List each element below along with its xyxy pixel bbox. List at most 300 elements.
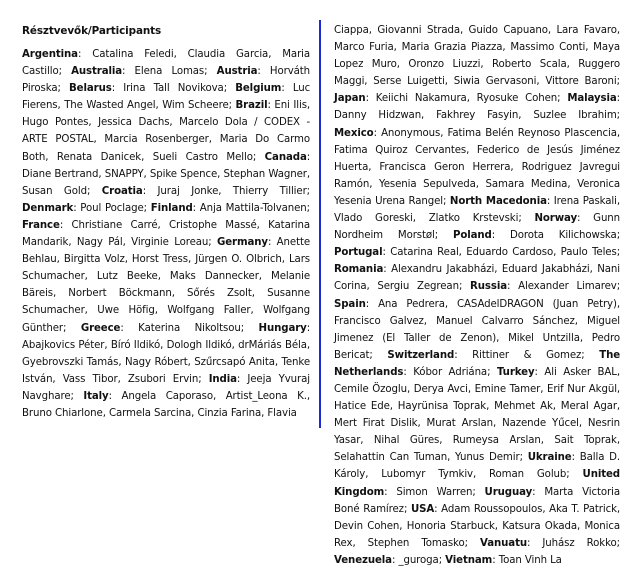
participant-names: Nordheim — [334, 230, 384, 242]
participant-names — [196, 271, 205, 282]
participant-names — [177, 152, 186, 163]
participant-names: Behlau, — [22, 254, 60, 266]
participant-names — [158, 305, 167, 316]
participant-names — [469, 145, 477, 156]
participant-names — [121, 374, 128, 385]
country-name: Kingdom — [334, 486, 385, 498]
participant-names: Baroni — [584, 76, 617, 88]
participant-names: Vittore — [545, 76, 579, 88]
country-name: Finland — [150, 202, 193, 214]
participant-names: Nikoltsou — [194, 322, 241, 334]
participant-names: Piazza, — [471, 42, 506, 54]
participant-names: Suzlee — [533, 110, 567, 122]
participant-names: T. — [571, 503, 580, 515]
participant-names — [373, 333, 382, 344]
participant-names: Murat — [426, 418, 456, 430]
participant-names: Birgitta — [63, 254, 101, 266]
participant-names: Novikova — [177, 83, 224, 95]
participant-names — [539, 145, 547, 156]
participant-names: Tibor, — [92, 373, 121, 385]
participant-names: Volz, — [104, 254, 128, 266]
participant-names: Anita, — [248, 356, 279, 368]
participant-names — [426, 162, 434, 173]
participant-names — [578, 299, 587, 310]
participant-names: Artist_Leona — [225, 390, 288, 402]
country-name: Argentina — [22, 49, 78, 60]
country-name: Switzerland — [387, 349, 455, 361]
participant-names: Diane — [22, 168, 52, 180]
participant-names: Miguel — [587, 315, 621, 327]
country-name: France — [22, 219, 60, 231]
country-name: Vanuatu — [479, 537, 527, 549]
participant-names: Güres, — [409, 435, 443, 447]
participant-names: D. — [609, 452, 620, 464]
participant-names — [383, 230, 398, 241]
participant-names — [260, 220, 268, 231]
participant-names: Avci, — [447, 383, 471, 395]
participant-names: Wolfgang — [167, 305, 215, 317]
participant-names: Maria — [401, 42, 430, 54]
participant-names: Limarev — [576, 281, 617, 293]
participant-names: Melanie — [271, 271, 311, 283]
participant-names: Yunus — [455, 452, 485, 464]
participant-names — [372, 179, 379, 190]
participant-names: Francisca — [379, 161, 427, 173]
participant-names: Zenon), — [460, 332, 500, 344]
participant-names — [570, 59, 578, 70]
participant-names: Cinzia — [197, 407, 228, 419]
participant-names: Grazia — [434, 42, 467, 54]
participant-names — [133, 49, 144, 60]
participant-names: Paulo — [560, 247, 588, 259]
participant-names: Maria — [219, 134, 248, 146]
participant-names: Caporaso, — [165, 390, 217, 402]
participant-names: The — [64, 100, 83, 112]
participant-names — [583, 333, 592, 344]
participant-names: Wim — [162, 100, 185, 112]
participant-names: Vlado — [334, 213, 363, 225]
participant-names: Wolfgang — [263, 305, 311, 317]
participant-names: Susanne — [267, 288, 311, 300]
country-name: USA — [410, 503, 435, 515]
participant-names: Liuzzi, — [452, 59, 484, 71]
participant-names: Cardoso, — [512, 247, 557, 259]
participant-names: / — [254, 117, 258, 129]
participant-names: Akgül, — [588, 383, 621, 395]
participant-names: Toan — [498, 554, 522, 566]
participant-names: Lars — [288, 254, 310, 266]
participant-names: Aka — [549, 503, 568, 515]
participant-names: Nagy — [125, 356, 151, 368]
country-name: Norway — [534, 213, 578, 225]
country-name: Hungary — [258, 322, 307, 334]
participant-names: Carré, — [130, 219, 161, 231]
participant-names: Rosenberger, — [145, 134, 212, 146]
participant-names: Poclage — [104, 202, 144, 214]
participant-names: Francisco — [334, 315, 381, 327]
participant-names: Can — [389, 452, 410, 464]
participant-names: Roussopoulos, — [473, 503, 546, 515]
participant-names: Agar, — [593, 401, 621, 413]
participant-names: Dannecker, — [204, 271, 262, 283]
country-name: Croatia — [101, 185, 143, 197]
participant-names — [56, 288, 68, 299]
participant-names — [221, 186, 232, 197]
participant-names: Katarina — [268, 219, 311, 231]
participant-names: Paskali, — [582, 195, 621, 207]
country-name: Mexico — [334, 127, 374, 139]
participant-names: Asker — [563, 366, 591, 378]
participant-names — [177, 49, 188, 60]
participant-names: Mehmet — [494, 401, 536, 413]
participant-names: Ciappa, — [334, 25, 372, 36]
participant-names: Massé, — [225, 219, 260, 231]
participant-names: Dachs, — [138, 117, 173, 129]
participant-names — [575, 538, 587, 549]
country-name: Netherlands — [334, 366, 404, 378]
participant-names: Spike — [149, 168, 177, 180]
country-name: Greece — [80, 322, 121, 334]
country-name: Austria — [216, 66, 258, 78]
country-name: Ukraine — [527, 452, 572, 464]
participant-names: Tymkiv, — [438, 469, 477, 481]
participant-names: Anja — [199, 202, 222, 214]
participant-names: Serse — [373, 76, 402, 88]
participant-names: Galvez, — [389, 315, 427, 327]
participant-names: Yűcel, — [551, 418, 582, 430]
country-name: Belarus — [69, 83, 112, 95]
participant-names: Sarcina, — [154, 407, 195, 419]
participant-names — [444, 59, 452, 70]
participant-names: Nesrin — [587, 418, 620, 430]
participant-names — [416, 213, 429, 224]
participant-names: Elena — [134, 66, 163, 78]
participant-names — [509, 350, 524, 361]
participant-names: BAL, — [597, 366, 620, 378]
participant-names — [430, 333, 439, 344]
participant-names — [368, 469, 381, 480]
participant-names: Pál, — [108, 237, 126, 249]
participant-names: CASAdelDRAGON — [457, 298, 544, 310]
participant-names: Beeke, — [126, 271, 161, 283]
participant-names: Tuman, — [413, 452, 451, 464]
participant-names: Urena — [375, 195, 405, 207]
participant-names: Arslan, — [461, 418, 497, 430]
participant-names: de — [439, 332, 452, 344]
participant-names — [473, 316, 482, 327]
participant-names: Marta — [544, 486, 574, 498]
participant-names: Katerina — [138, 322, 181, 334]
participant-names: Rangel — [408, 195, 444, 207]
participant-names: Golub — [536, 469, 567, 481]
participant-names: Maggi, — [334, 76, 368, 88]
participant-names: Angela — [121, 390, 157, 402]
participant-names: Lara — [556, 25, 579, 36]
participant-names — [214, 305, 223, 316]
participant-names: Dorota — [509, 230, 544, 242]
participant-names: Ibrahim — [578, 110, 617, 122]
participant-names: Castillo — [22, 66, 59, 78]
participant-names: _guroga — [398, 554, 439, 566]
participant-names: Devin — [334, 520, 363, 532]
participant-names: Scheere — [188, 100, 229, 112]
participant-names: Gomez — [546, 349, 582, 361]
participant-names: Sueli — [152, 151, 178, 163]
participant-names — [48, 152, 57, 163]
participant-names — [407, 145, 415, 156]
participant-names — [470, 93, 477, 104]
participant-names: Luc — [292, 83, 311, 95]
participant-names: Roman — [489, 469, 524, 481]
participant-names: Pedrera, — [406, 298, 449, 310]
country-name: Macedonia — [485, 195, 547, 207]
participant-names: Medina, — [530, 178, 571, 190]
participant-names — [88, 271, 97, 282]
participant-names: Dislik, — [390, 418, 421, 430]
participant-names: Ana — [378, 298, 398, 310]
participant-names: Hidzwan, — [378, 110, 425, 122]
participant-names: Poul — [80, 202, 102, 214]
participant-names: Marcia — [104, 134, 138, 146]
participant-names: Christiane — [71, 219, 123, 231]
participant-names: Ramón, — [334, 178, 373, 190]
participant-names — [170, 83, 178, 94]
participant-names: Anette — [276, 237, 311, 249]
participant-names — [566, 110, 578, 121]
participant-names: Samara — [485, 178, 525, 190]
participant-names: La — [550, 554, 562, 566]
participant-names: Bäreis, — [22, 288, 57, 300]
participant-names: Geron — [434, 161, 465, 173]
participant-names: Kilichowska — [558, 230, 617, 242]
participant-names — [363, 435, 373, 446]
participant-names: Renata — [56, 151, 93, 163]
participant-names: Mattila-Tolvanen — [225, 202, 307, 214]
participant-names: Alexandru — [391, 264, 442, 276]
participant-names: Kóbor — [413, 366, 443, 378]
participant-names: Günther — [22, 322, 64, 334]
participant-names: Favaro, — [583, 25, 621, 36]
participant-names — [442, 435, 452, 446]
participant-names: Danny — [334, 110, 367, 122]
participant-names: Tall — [153, 83, 170, 95]
country-name: Japan — [334, 93, 366, 105]
country-name: United — [582, 469, 621, 481]
participant-names: Yesenia — [378, 178, 417, 190]
country-name: India — [208, 373, 237, 385]
participant-names — [269, 134, 277, 145]
participant-names: Jiménez — [580, 144, 621, 156]
participant-names: Starbuck, — [450, 520, 498, 532]
participant-names: Hayrünisa — [397, 401, 449, 413]
participant-names — [409, 281, 417, 292]
participant-names: Emine — [474, 383, 506, 395]
participant-names: Hatice — [334, 401, 366, 413]
participant-names: drMáriás — [238, 339, 282, 351]
participant-names — [356, 538, 368, 549]
participant-names: Tress, — [162, 254, 192, 266]
participant-names: Hugo — [22, 117, 49, 129]
participant-names: Fatima — [334, 144, 368, 156]
participant-names: Tamás, — [86, 356, 122, 368]
participant-names: Ildikó, — [133, 339, 164, 351]
participant-names: Jesús — [547, 144, 573, 156]
participant-names — [215, 288, 227, 299]
participant-names — [475, 110, 487, 121]
participant-names: Stephan — [223, 168, 266, 180]
participant-names: Yasar, — [334, 435, 364, 447]
participant-names — [524, 179, 531, 190]
participant-names — [524, 316, 533, 327]
participant-names: Abajkovics — [22, 339, 76, 351]
participant-names — [161, 271, 170, 282]
participant-names — [166, 374, 173, 385]
country-name: Belgium — [235, 83, 282, 95]
participant-names: Chiarlone, — [54, 407, 106, 419]
participant-names — [118, 271, 127, 282]
participant-names: Federico — [476, 144, 520, 156]
participant-names: Lutz — [96, 271, 118, 283]
country-name: Venezuela — [334, 554, 392, 566]
participant-names: Ildikó, — [205, 339, 235, 351]
participant-names: Angel, — [127, 100, 159, 112]
participant-names: Eni — [274, 100, 290, 112]
participant-names — [225, 49, 236, 60]
participant-names: Bericat — [334, 349, 370, 361]
participant-names: Claudia — [187, 49, 226, 60]
right-column — [334, 22, 620, 569]
participant-names — [427, 316, 436, 327]
participant-names: Plascencia, — [564, 127, 620, 139]
participant-names: Ramírez — [363, 503, 404, 515]
country-name: Spain — [334, 298, 366, 310]
participant-names: O. — [231, 254, 242, 266]
participant-names: Carmo — [276, 134, 310, 146]
participant-names: Veronica — [577, 178, 621, 190]
participant-names: Meral — [560, 401, 589, 413]
participant-names: SNAPPY, — [104, 168, 147, 180]
participant-names: Huerta, — [334, 161, 372, 173]
participant-names: Ali — [544, 366, 557, 378]
participant-names: Böckmann, — [118, 288, 175, 300]
participant-names: Ak, — [540, 401, 556, 413]
participant-names: Nur — [567, 383, 586, 395]
participant-names — [524, 469, 537, 480]
country-name: Poland — [452, 230, 492, 242]
participant-list-right: Ciappa, Giovanni Strada, Guido Capuano, Lara Favaro, Marco Furia, Maria Grazia Piazza, Massimo Conti, Maya Lopez Muro, Oronzo Liuzzi, Roberto Scala, Ruggero Maggi, Serse Luigetti, Siwia Gervasoni, Vittore Baroni; Japan: Keiichi Nakamura, Ryosuke Cohen; Malaysia: Danny Hidzwan, Fakhrey Fasyin, Suzlee Ibrahim; Mexico: Anonymous, Fatima Belén Reynoso Plascencia, Fatima Quiroz Cervantes, Federico de Jesús Jiménez Huerta, Francisca Geron Herrera, Rodriguez Javregui Ramón, Yesenia Sepulveda, Samara Medina, Veronica Yesenia Urena Rangel; North Macedonia: Irena Paskali, Vlado Goreski, Zlatko Krstevski; Norway: Gunn Nordheim Morstøl; Poland: Dorota Kilichowska; Portugal: Catarina Real, Eduardo Cardoso, Paulo Teles; Romania: Alexandru Jakabházi, Eduard Jakabházi, Nani Corina, Sergiu Zegrean; Russia: Alexander Limarev; Spain: Ana Pedrera, CASAdelDRAGON (Juan Petry), Francisco Galvez, Manuel Calvarro Sánchez, Miguel Jimenez (El Taller de Zenon), Mikel Untzilla, Pedro Bericat; Switzerland: Rittiner & Gomez; The Netherlands: Kóbor Adriána; Turkey: Ali Asker BAL, Cemile Özoglu, Derya Avci, Emine Tamer, Erif Nur Akgül, Hatice Ede, Hayrünisa Toprak, Mehmet Ak, Meral Agar, Mert Firat Dislik, Murat Arslan, Nazende Yűcel, Nesrin Yasar, Nihal Güres, Rumeysa Arslan, Sait Toprak, Selahattin Can Tuman, Yunus Demir; Ukraine: Balla D. Károly, Lubomyr Tymkiv, Roman Golub; United Kingdom: Simon Warren; Uruguay: Marta Victoria Boné Ramírez; USA: Adam Roussopoulos, Aka T. Patrick, Devin Cohen, Honoria Starbuck, Katsura Okada, Monica Rex, Stephen Tomasko; Vanuatu: Juhász Rokko; Venezuela: _guroga; Vietnam: Toan Vinh La — [334, 25, 621, 566]
participant-names: Catarina — [390, 247, 433, 259]
participant-names: Ede, — [370, 401, 393, 413]
participant-names — [519, 145, 527, 156]
participant-names: Marcelo — [179, 117, 219, 129]
participant-names: Rumeysa — [452, 435, 499, 447]
country-name: The — [599, 349, 621, 361]
participant-names: Rodriguez — [521, 161, 572, 173]
participant-names: Morstøl — [397, 230, 435, 242]
participant-names — [216, 391, 226, 402]
participant-names: Schumacher, — [22, 271, 88, 283]
participant-names: Nihal — [373, 435, 400, 447]
participant-names: Marco — [334, 42, 365, 54]
participant-names: Jürgen — [195, 254, 228, 266]
participant-names: Nagy — [76, 237, 103, 249]
participant-names — [514, 162, 522, 173]
country-name: Uruguay — [484, 486, 533, 498]
participant-names: Tomasko — [421, 537, 465, 549]
participant-names: Taller — [403, 332, 431, 344]
participant-names — [534, 333, 543, 344]
participant-names: ARTE — [22, 134, 48, 146]
country-name: Australia — [71, 66, 123, 78]
country-name: North — [449, 195, 483, 207]
participant-names — [395, 333, 404, 344]
participant-names: Juhász — [542, 537, 575, 549]
participant-names: Ervin — [172, 373, 199, 385]
participant-names: Corina, — [334, 281, 370, 293]
participant-names: Stephen — [367, 537, 410, 549]
participant-names: Uwe — [97, 305, 120, 317]
participant-names: Castro — [185, 151, 218, 163]
participant-names — [424, 110, 436, 121]
participant-names: Bertrand, — [54, 168, 102, 180]
participant-names: Wasted — [86, 100, 124, 112]
participant-names: - — [306, 117, 311, 129]
participant-names: Teles — [592, 247, 617, 259]
participant-names: Loreau — [174, 237, 209, 249]
participant-names: Catalina — [92, 49, 134, 60]
participant-names: Gervasoni, — [485, 76, 540, 88]
participant-names — [544, 299, 553, 310]
participant-names: Simon — [396, 486, 428, 498]
participant-names: Fakhrey — [436, 110, 476, 122]
participant-names: POSTAL, — [55, 134, 97, 146]
participant-names: Szűrcsapó — [194, 356, 246, 368]
participant-names: Belén — [485, 127, 514, 139]
participant-names: Károly, — [334, 469, 369, 481]
participant-names: Bíró — [110, 339, 131, 351]
participant-names — [409, 538, 421, 549]
participant-names: Siwia — [453, 76, 480, 88]
participant-names — [574, 435, 584, 446]
participant-names — [531, 59, 539, 70]
participant-names — [271, 374, 278, 385]
participant-names: Nakamura, — [414, 93, 470, 105]
participant-names — [363, 59, 371, 70]
participant-names: Piroska — [22, 83, 58, 95]
participant-names: Jimenez — [334, 332, 374, 344]
participant-names — [254, 305, 263, 316]
participant-names: Thierry — [232, 185, 269, 197]
participant-names: Jessica — [98, 117, 132, 129]
participant-names: Herrera, — [472, 161, 514, 173]
participant-names: Quiroz — [375, 144, 408, 156]
country-name: Turkey — [496, 366, 535, 378]
participant-names: de — [526, 144, 540, 156]
participant-names: Danicek, — [100, 151, 145, 163]
participant-names: Horváth — [269, 66, 311, 78]
participant-names — [56, 374, 63, 385]
participant-names: Toprak, — [583, 435, 620, 447]
participant-names: Zlatko — [428, 213, 460, 225]
participant-names — [88, 305, 97, 316]
participant-names: Alexander — [518, 281, 569, 293]
participant-names: Tillier — [279, 185, 307, 197]
participant-names — [460, 213, 473, 224]
participant-names: Susan — [22, 185, 53, 197]
participant-names — [428, 487, 437, 498]
participant-names: Goreski, — [375, 213, 416, 225]
participant-names: (El — [382, 332, 396, 344]
